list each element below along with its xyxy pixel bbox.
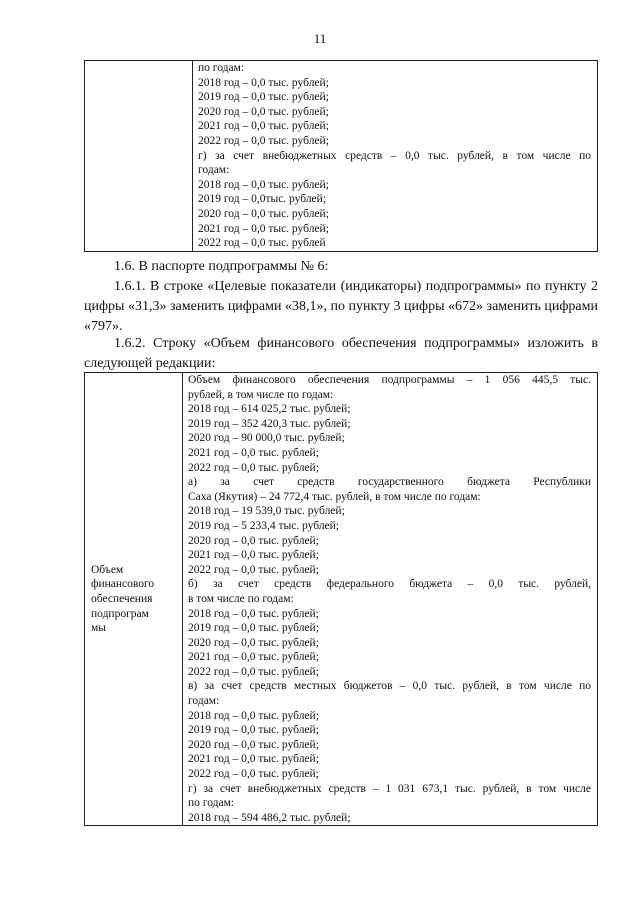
table-text-line: 2022 год – 0,0 тыс. рублей;	[188, 461, 319, 474]
table-text-line: 2019 год – 0,0 тыс. рублей;	[188, 724, 319, 737]
table-text-line: 2020 год – 0,0 тыс. рублей;	[198, 207, 329, 220]
table-text-line: 2022 год – 0,0 тыс. рублей	[198, 237, 326, 250]
table-content-cell	[193, 61, 598, 252]
table-text-line: 2019 год – 352 420,3 тыс. рублей;	[188, 417, 351, 430]
label-line: финансового	[91, 578, 155, 591]
table-text-line: Объем финансового обеспечения подпрограммы – 1 056 445,5 тыс.	[188, 374, 591, 386]
table-text-line: 2022 год – 0,0 тыс. рублей;	[188, 563, 319, 576]
table-text-line: 2020 год – 0,0 тыс. рублей;	[188, 534, 319, 547]
table-text-line: 2020 год – 0,0 тыс. рублей;	[188, 738, 319, 751]
table-text-line: 2018 год – 0,0 тыс. рублей;	[198, 76, 329, 89]
table-text-line: 2018 год – 0,0 тыс. рублей;	[198, 178, 329, 191]
table-label-cell	[85, 373, 183, 826]
table-content-cell	[183, 373, 598, 826]
table-funding-volume	[84, 372, 598, 826]
table-text-line: 2018 год – 594 486,2 тыс. рублей;	[188, 811, 351, 824]
table-text-line: 2018 год – 0,0 тыс. рублей;	[188, 607, 319, 620]
table-text-line: 2022 год – 0,0 тыс. рублей;	[188, 665, 319, 678]
table-text-line: 2018 год – 19 539,0 тыс. рублей;	[188, 505, 345, 518]
table-text-line: 2019 год – 5 233,4 тыс. рублей;	[188, 519, 340, 532]
table-text-line: Саха (Якутия) – 24 772,4 тыс. рублей, в том числе по годам:	[188, 490, 481, 503]
table-text-line: 2021 год – 0,0 тыс. рублей;	[188, 549, 319, 562]
table-text-line: 2022 год – 0,0 тыс. рублей;	[188, 768, 319, 781]
table-text-line: 2019 год – 0,0 тыс. рублей;	[198, 91, 329, 104]
label-line: подпрограм	[91, 607, 149, 620]
table-text-line: 2021 год – 0,0 тыс. рублей;	[188, 446, 319, 459]
table-text-line: 2021 год – 0,0 тыс. рублей;	[188, 753, 319, 766]
table-text-line: б) за счет средств федерального бюджета – 0,0 тыс. рублей,	[188, 578, 591, 591]
table-text-line: 2021 год – 0,0 тыс. рублей;	[188, 651, 319, 664]
table-text-line: в том числе по годам:	[188, 592, 294, 605]
table-text-line: 2019 год – 0,0 тыс. рублей;	[188, 622, 319, 635]
table-previous-continuation	[84, 60, 598, 252]
table-text-line: 2018 год – 614 025,2 тыс. рублей;	[188, 403, 351, 416]
table-text-line: годам:	[188, 695, 220, 708]
table-row	[85, 61, 598, 252]
label-line: мы	[91, 622, 107, 635]
page-number: 11	[313, 31, 327, 46]
table-text-line: 2019 год – 0,0тыс. рублей;	[198, 193, 327, 206]
paragraph-1-6-1: 1.6.1. В строке «Целевые показатели (индикаторы) подпрограммы» по пункту 2 цифры «31,3» заменить цифрами «38,1», по пункту 3 цифры «672» заменить цифрами «797».	[84, 279, 598, 334]
table-text-line: 2021 год – 0,0 тыс. рублей;	[198, 120, 329, 133]
table-text-line: г) за счет внебюджетных средств – 1 031 673,1 тыс. рублей, в том числе	[188, 782, 591, 795]
table-text-line: 2021 год – 0,0 тыс. рублей;	[198, 222, 329, 235]
table-text-line: г) за счет внебюджетных средств – 0,0 тыс. рублей, в том числе по	[198, 149, 591, 162]
table-text-line: 2020 год – 0,0 тыс. рублей;	[198, 105, 329, 118]
label-line: Объем	[91, 563, 124, 576]
table-label-cell-empty	[85, 61, 193, 252]
table-text-line: а) за счет средств государственного бюджета Республики	[188, 476, 591, 489]
table-text-line: 2018 год – 0,0 тыс. рублей;	[188, 709, 319, 722]
paragraph-1-6: 1.6. В паспорте подпрограммы № 6:	[114, 259, 329, 274]
table-text-line: годам:	[198, 164, 230, 177]
table-text-line: по годам:	[188, 797, 235, 810]
paragraph-1-6-2: 1.6.2. Строку «Объем финансового обеспечения подпрограммы» изложить в следующей редакции:	[84, 336, 598, 371]
table-text-line: 2022 год – 0,0 тыс. рублей;	[198, 134, 329, 147]
table-text-line: 2020 год – 90 000,0 тыс. рублей;	[188, 432, 345, 445]
table-text-line: рублей, в том числе по годам:	[188, 388, 334, 401]
table-row	[85, 373, 598, 826]
table-text-line: по годам:	[198, 62, 245, 74]
table-text-line: в) за счет средств местных бюджетов – 0,0 тыс. рублей, в том числе по	[188, 680, 591, 693]
label-line: обеспечения	[91, 592, 153, 605]
table-text-line: 2020 год – 0,0 тыс. рублей;	[188, 636, 319, 649]
